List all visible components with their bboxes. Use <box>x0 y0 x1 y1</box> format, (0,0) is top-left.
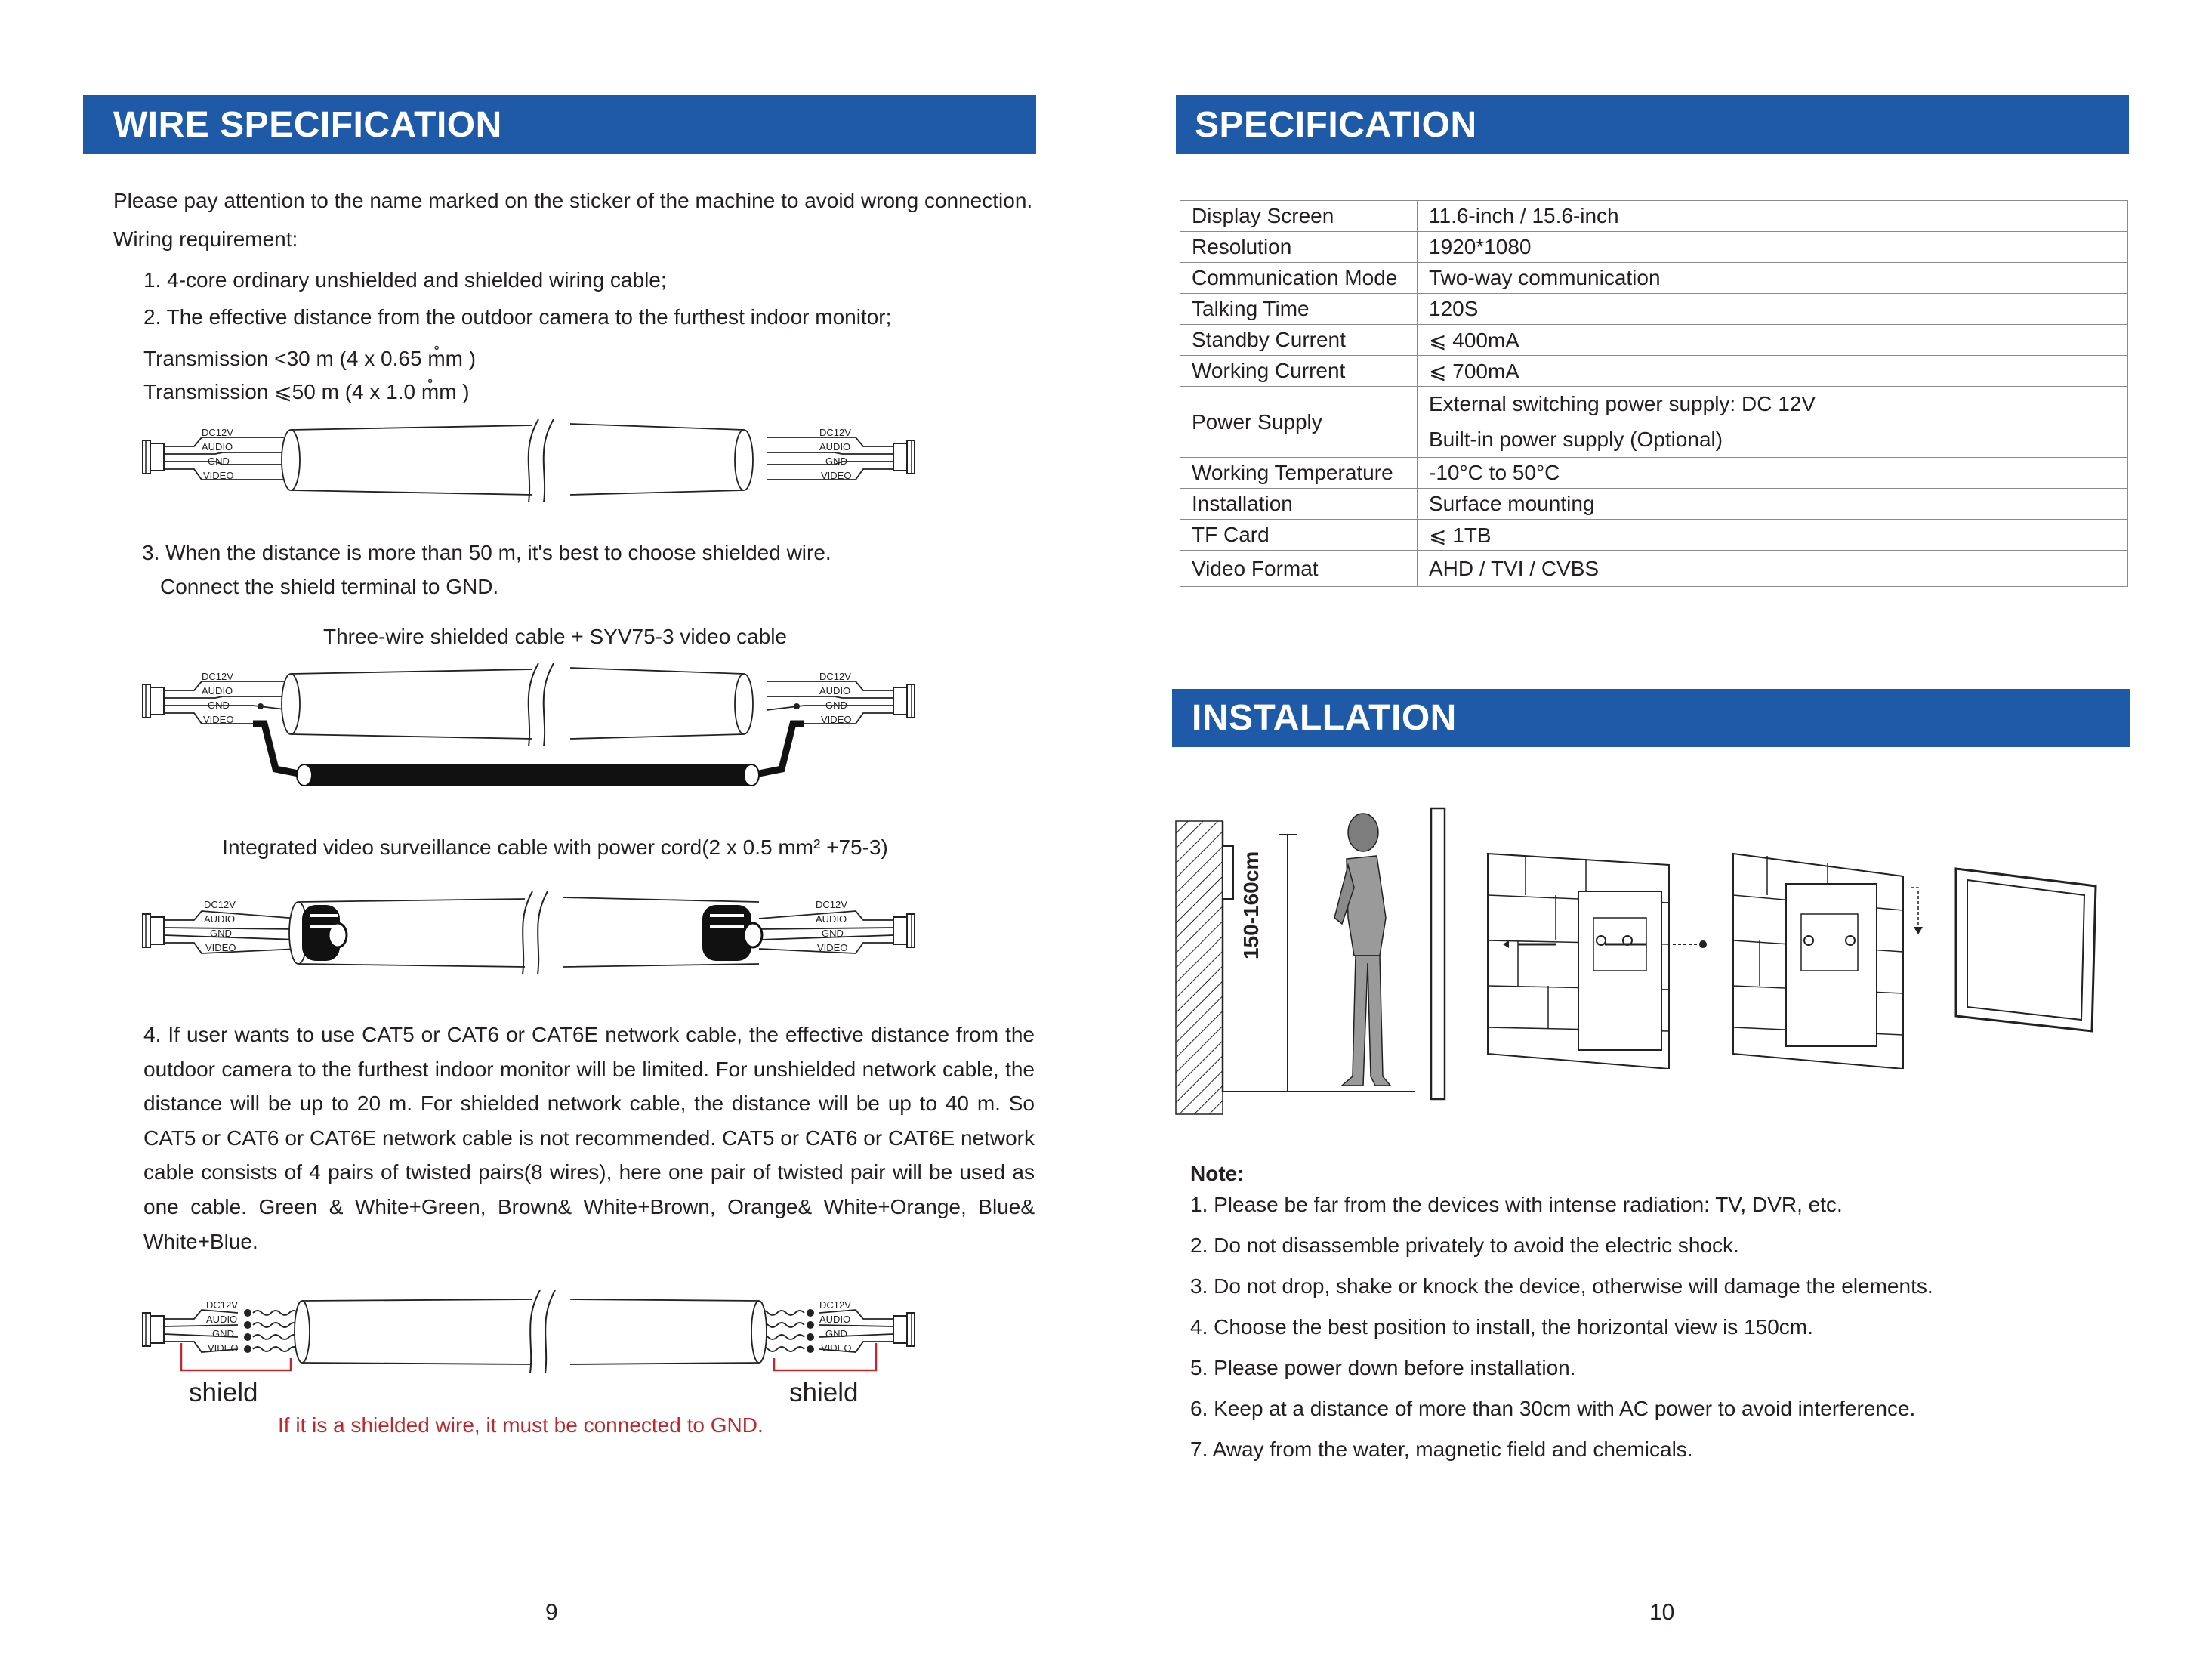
installation-banner <box>1172 689 2130 747</box>
wiring-requirement: Wiring requirement: <box>113 227 298 251</box>
svg-text:GND: GND <box>825 1328 847 1339</box>
note-3: 3. Do not drop, shake or knock the device, otherwise will damage the elements. <box>1190 1274 1933 1298</box>
wiring-item-2: 2. The effective distance from the outdoor camera to the furthest indoor monitor; <box>143 305 892 329</box>
bracket-fixed-diagram <box>1729 850 1911 1069</box>
svg-text:VIDEO: VIDEO <box>821 1342 852 1354</box>
spec-label: Power Supply <box>1180 387 1418 458</box>
svg-text:AUDIO: AUDIO <box>819 441 851 452</box>
shield-warning: If it is a shielded wire, it must be connected to GND. <box>278 1413 764 1437</box>
wiring-item-1: 1. 4-core ordinary unshielded and shielded wiring cable; <box>143 268 667 292</box>
wire-spec-banner <box>83 95 1036 154</box>
table-row <box>1180 520 2128 551</box>
spec-value: 120S <box>1418 294 2128 325</box>
svg-text:GND: GND <box>208 700 230 711</box>
shield-label-right: shield <box>789 1378 859 1407</box>
intro-text: Please pay attention to the name marked on the sticker of the machine to avoid wrong connection. <box>113 189 1033 212</box>
spec-title: SPECIFICATION <box>1195 104 1477 145</box>
svg-text:GND: GND <box>212 1328 234 1339</box>
spec-value: ⩽ 1TB <box>1418 520 2128 551</box>
svg-text:GND: GND <box>825 700 847 711</box>
table-row <box>1180 551 2128 587</box>
cable-diagram-integrated <box>140 891 925 974</box>
table-row <box>1180 263 2128 294</box>
svg-text:VIDEO: VIDEO <box>821 470 852 481</box>
cable-diagram-plain <box>140 419 925 502</box>
spec-label: Talking Time <box>1180 294 1418 325</box>
spec-value: Surface mounting <box>1418 489 2128 520</box>
spec-value: Built-in power supply (Optional) <box>1418 422 2128 458</box>
svg-text:DC12V: DC12V <box>816 899 847 910</box>
spec-label: Display Screen <box>1180 201 1418 232</box>
svg-text:DC12V: DC12V <box>202 671 233 682</box>
note-5: 5. Please power down before installation. <box>1190 1356 1576 1379</box>
spec-banner <box>1176 95 2129 154</box>
spec-label: Working Current <box>1180 356 1418 387</box>
table-row <box>1180 356 2128 387</box>
svg-text:AUDIO: AUDIO <box>206 1314 238 1325</box>
svg-text:VIDEO: VIDEO <box>205 942 236 953</box>
person-icon <box>1334 814 1390 1086</box>
spec-label: Installation <box>1180 489 1418 520</box>
wiring-item-3-cont: Connect the shield terminal to GND. <box>160 575 499 598</box>
wire-label-gnd: GND <box>208 456 230 467</box>
caption-integrated: Integrated video surveillance cable with power cord(2 x 0.5 mm² +75-3) <box>222 835 888 859</box>
spec-value: AHD / TVI / CVBS <box>1418 551 2128 587</box>
spec-value: 1920*1080 <box>1418 232 2128 263</box>
note-4: 4. Choose the best position to install, the horizontal view is 150cm. <box>1190 1315 1813 1339</box>
note-7: 7. Away from the water, magnetic field and chemicals. <box>1190 1438 1693 1461</box>
svg-text:AUDIO: AUDIO <box>204 913 236 925</box>
spec-label: Communication Mode <box>1180 263 1418 294</box>
page-number-right: 10 <box>1649 1600 1675 1625</box>
monitor-diagram <box>1903 865 2099 1039</box>
spec-value: External switching power supply: DC 12V <box>1418 387 2128 422</box>
svg-text:GND: GND <box>822 928 844 939</box>
svg-text:DC12V: DC12V <box>819 1299 851 1311</box>
svg-text:VIDEO: VIDEO <box>817 942 848 953</box>
svg-text:DC12V: DC12V <box>819 671 851 682</box>
svg-text:AUDIO: AUDIO <box>819 685 851 696</box>
note-2: 2. Do not disassemble privately to avoid the electric shock. <box>1190 1234 1739 1257</box>
cable-diagram-twisted <box>140 1290 925 1388</box>
spec-value: ⩽ 700mA <box>1418 356 2128 387</box>
table-row <box>1180 458 2128 489</box>
transmission-30m: Transmission <30 m (4 x 0.65 m̊m ) <box>143 347 477 370</box>
svg-text:GND: GND <box>825 456 847 467</box>
svg-text:AUDIO: AUDIO <box>819 1314 851 1325</box>
wiring-item-3: 3. When the distance is more than 50 m, it's best to choose shielded wire. <box>142 541 831 564</box>
bracket-mounting-diagram <box>1480 850 1722 1069</box>
table-row <box>1180 489 2128 520</box>
spec-value: Two-way communication <box>1418 263 2128 294</box>
shield-label-left: shield <box>189 1378 258 1407</box>
spec-value: ⩽ 400mA <box>1418 325 2128 356</box>
caption-shielded: Three-wire shielded cable + SYV75-3 video cable <box>322 625 788 648</box>
installation-title: INSTALLATION <box>1192 698 1457 738</box>
spec-table <box>1180 200 2128 587</box>
svg-text:GND: GND <box>210 928 232 939</box>
table-row <box>1180 387 2128 422</box>
wiring-item-4: 4. If user wants to use CAT5 or CAT6 or CAT6E network cable, the effective distance from the outdoor camera to the furthest indoor monitor will be limited. For unshielded network cable, the distance will be up to 20 m. For shielded network cable, the distance will be up to 40 m. So CAT5 or CAT6 or CAT6E network cable is not recommended. CAT5 or CAT6 or CAT6E network cable consists of 4 pairs of twisted pairs(8 wires), here one pair of twisted pair will be used as one cable. Green & White+Green, Brown& White+Brown, Orange& White+Orange, Blue& White+Blue. <box>143 1023 1035 1253</box>
note-6: 6. Keep at a distance of more than 30cm with AC power to avoid interference. <box>1190 1397 1916 1420</box>
table-row <box>1180 325 2128 356</box>
spec-value: 11.6-inch / 15.6-inch <box>1418 201 2128 232</box>
svg-text:AUDIO: AUDIO <box>816 913 847 925</box>
svg-text:AUDIO: AUDIO <box>202 685 233 696</box>
height-label: 150-160cm <box>1239 851 1263 959</box>
svg-text:VIDEO: VIDEO <box>203 714 234 725</box>
page-number-left: 9 <box>545 1600 558 1625</box>
wire-spec-title: WIRE SPECIFICATION <box>113 104 502 145</box>
wire-label-video: VIDEO <box>203 470 234 481</box>
svg-text:VIDEO: VIDEO <box>821 714 852 725</box>
wire-label-dc12v: DC12V <box>202 427 233 438</box>
spec-label: Video Format <box>1180 551 1418 587</box>
svg-text:DC12V: DC12V <box>819 427 851 438</box>
wire-label-audio: AUDIO <box>202 441 233 452</box>
table-row <box>1180 232 2128 263</box>
note-1: 1. Please be far from the devices with intense radiation: TV, DVR, etc. <box>1190 1193 1843 1216</box>
transmission-50m: Transmission ⩽50 m (4 x 1.0 m̊m ) <box>143 380 470 403</box>
spec-label: TF Card <box>1180 520 1418 551</box>
table-row <box>1180 294 2128 325</box>
svg-text:DC12V: DC12V <box>204 899 236 910</box>
installation-height-diagram <box>1174 805 1454 1122</box>
spec-label: Standby Current <box>1180 325 1418 356</box>
cable-diagram-shielded <box>140 663 925 792</box>
svg-text:DC12V: DC12V <box>206 1299 238 1311</box>
svg-text:VIDEO: VIDEO <box>208 1342 239 1354</box>
note-title: Note: <box>1190 1162 1245 1185</box>
spec-label: Resolution <box>1180 232 1418 263</box>
spec-label: Working Temperature <box>1180 458 1418 489</box>
table-row <box>1180 201 2128 232</box>
spec-value: -10°C to 50°C <box>1418 458 2128 489</box>
